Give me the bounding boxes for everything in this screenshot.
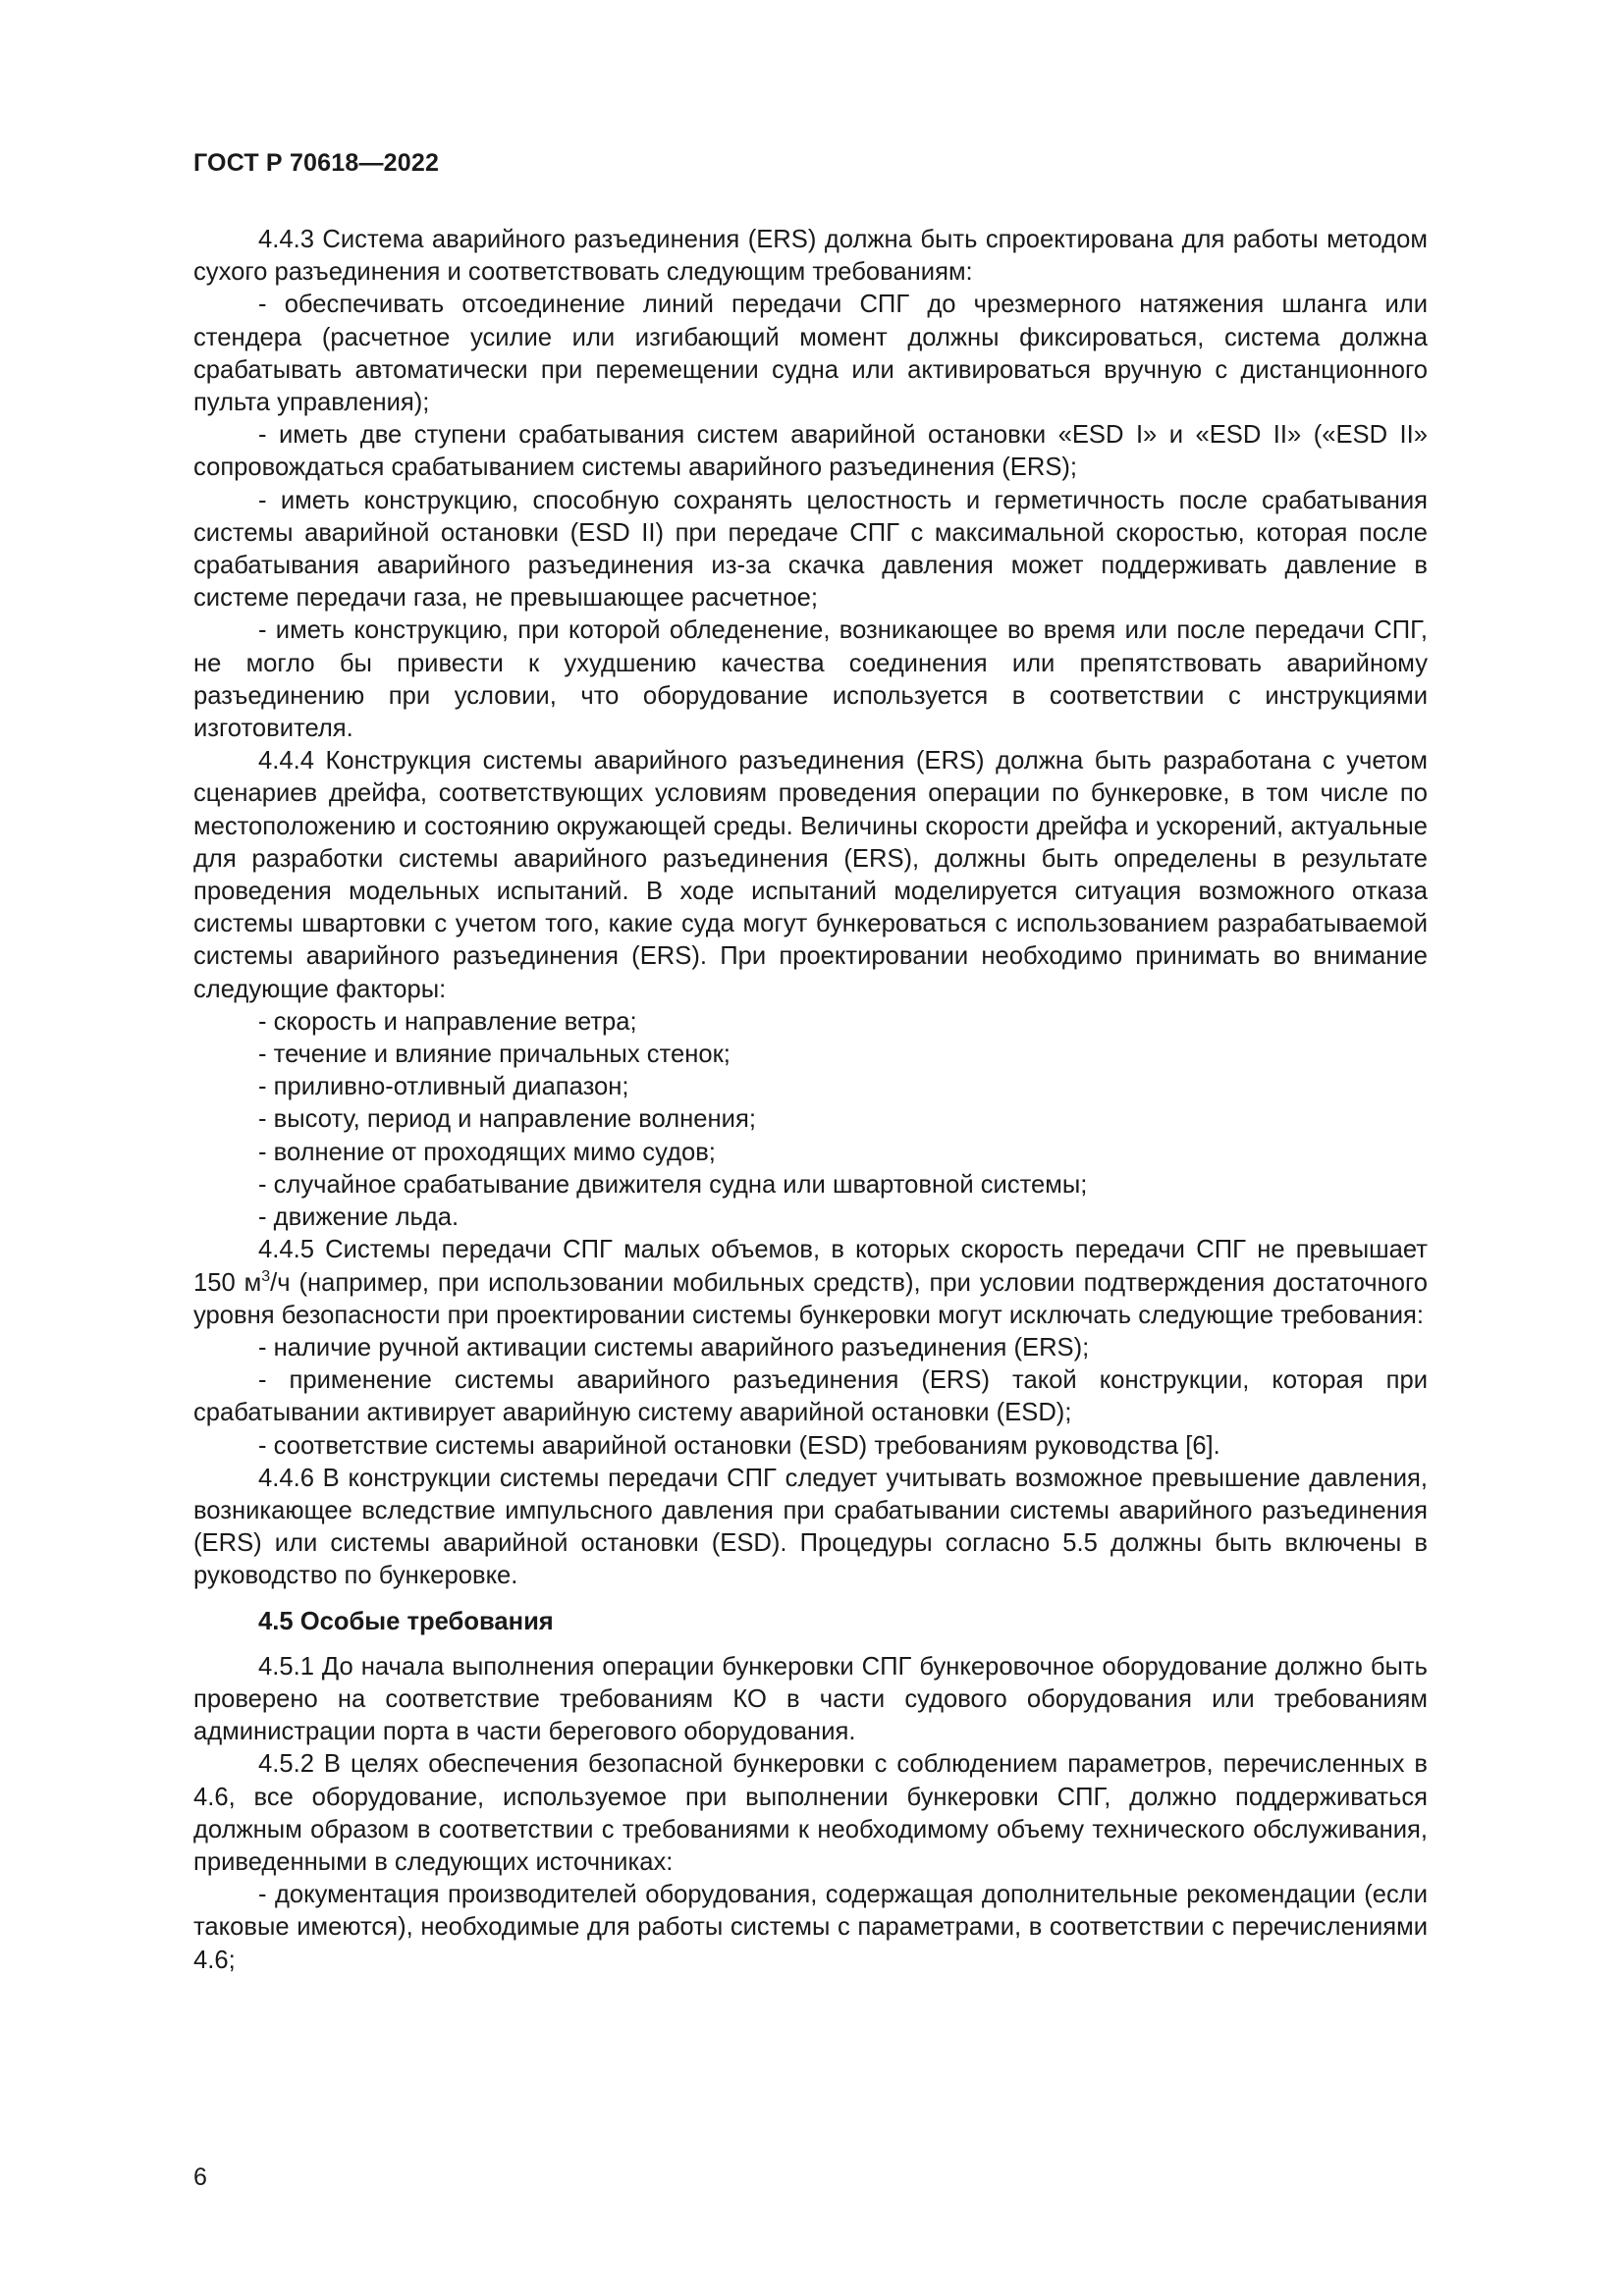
list-item: - наличие ручной активации системы аварийного разъединения (ERS); bbox=[258, 1333, 1090, 1362]
list-item: - применение системы аварийного разъединения (ERS) такой конструкции, которая при срабатывании активирует аварийную систему аварийной остановки (ESD); bbox=[193, 1366, 1428, 1427]
list-item: - приливно-отливный диапазон; bbox=[258, 1073, 629, 1101]
paragraph-4-4-5-text-start: 4.4.5 Системы передачи СПГ малых объемов, в которых скорость передачи СПГ не превышает 150 м bbox=[193, 1236, 1428, 1297]
paragraph-4-4-5-text-end: /ч (например, при использовании мобильных средств), при условии подтверждения достаточного уровня безопасности при проектировании системы бункеровки могут исключать следующие требования: bbox=[193, 1268, 1428, 1329]
list-item: - течение и влияние причальных стенок; bbox=[258, 1041, 731, 1069]
paragraph-4-4-6: 4.4.6 В конструкции системы передачи СПГ следует учитывать возможное превышение давления, возникающее вследствие импульсного давления при срабатывании системы аварийного разъединения (ERS) или системы аварийной остановки (ESD). Процедуры согласно 5.5 должны быть включены в руководство по бункеровке. bbox=[193, 1464, 1428, 1590]
paragraph-4-4-4: 4.4.4 Конструкция системы аварийного разъединения (ERS) должна быть разработана с учетом сценариев дрейфа, соответствующих условиям проведения операции по бункеровке, в том числе по местоположению и состоянию окружающей среды. Величины скорости дрейфа и ускорений, актуальные для разработки системы аварийного разъединения (ERS), должны быть определены в результате проведения модельных испытаний. В ходе испытаний моделируется ситуация возможного отказа системы швартовки с учетом того, какие суда могут бункероваться с использованием разрабатываемой системы аварийного разъединения (ERS). При проектировании необходимо принимать во внимание следующие факторы: bbox=[193, 747, 1428, 1003]
paragraph-4-4-3: 4.4.3 Система аварийного разъединения (ERS) должна быть спроектирована для работы методом сухого разъединения и соответствовать следующим требованиям: bbox=[193, 226, 1428, 287]
paragraph-4-4-5 bbox=[193, 1234, 1428, 1332]
list-item: - иметь конструкцию, способную сохранять целостность и герметичность после срабатывания системы аварийной остановки (ESD II) при передаче СПГ с максимальной скоростью, которая после срабатывания аварийного разъединения из-за скачка давления может поддерживать давление в системе передачи газа, не превышающее расчетное; bbox=[193, 486, 1428, 613]
section-heading-4-5: 4.5 Особые требования bbox=[258, 1607, 554, 1635]
list-item: - высоту, период и направление волнения; bbox=[258, 1105, 756, 1134]
document-body bbox=[193, 224, 1428, 1977]
superscript-3: 3 bbox=[261, 1267, 271, 1285]
list-item: - движение льда. bbox=[258, 1203, 460, 1232]
list-item: - случайное срабатывание движителя судна или швартовной системы; bbox=[258, 1170, 1088, 1199]
list-item: - документация производителей оборудования, содержащая дополнительные рекомендации (если таковые имеются), необходимые для работы системы с параметрами, в соответствии с перечислениями 4.6; bbox=[193, 1881, 1428, 1974]
paragraph-4-5-1: 4.5.1 До начала выполнения операции бункеровки СПГ бункеровочное оборудование должно быть проверено на соответствие требованиям КО в части судового оборудования или требованиям администрации порта в части берегового оборудования. bbox=[193, 1652, 1428, 1746]
list-item: - иметь две ступени срабатывания систем аварийной остановки «ESD I» и «ESD II» («ESD II» сопровождаться срабатыванием системы аварийного разъединения (ERS); bbox=[193, 421, 1428, 482]
list-item: - скорость и направление ветра; bbox=[258, 1007, 637, 1036]
list-item: - соответствие системы аварийной остановки (ESD) требованиям руководства [6]. bbox=[258, 1431, 1220, 1460]
list-item: - волнение от проходящих мимо судов; bbox=[258, 1138, 716, 1166]
document-header: ГОСТ Р 70618—2022 bbox=[193, 149, 440, 177]
list-item: - обеспечивать отсоединение линий передачи СПГ до чрезмерного натяжения шланга или стендера (расчетное усилие или изгибающий момент должны фиксироваться, система должна срабатывать автоматически при перемещении судна или активироваться вручную с дистанционного пульта управления); bbox=[193, 291, 1428, 417]
paragraph-4-5-2: 4.5.2 В целях обеспечения безопасной бункеровки с соблюдением параметров, перечисленных в 4.6, все оборудование, используемое при выполнении бункеровки СПГ, должно поддерживаться должным образом в соответствии с требованиями к необходимому объему технического обслуживания, приведенными в следующих источниках: bbox=[193, 1750, 1428, 1876]
list-item: - иметь конструкцию, при которой обледенение, возникающее во время или после передачи СПГ, не могло бы привести к ухудшению качества соединения или препятствовать аварийному разъединению при условии, что оборудование используется в соответствии с инструкциями изготовителя. bbox=[193, 616, 1428, 743]
page-number: 6 bbox=[193, 2163, 207, 2191]
